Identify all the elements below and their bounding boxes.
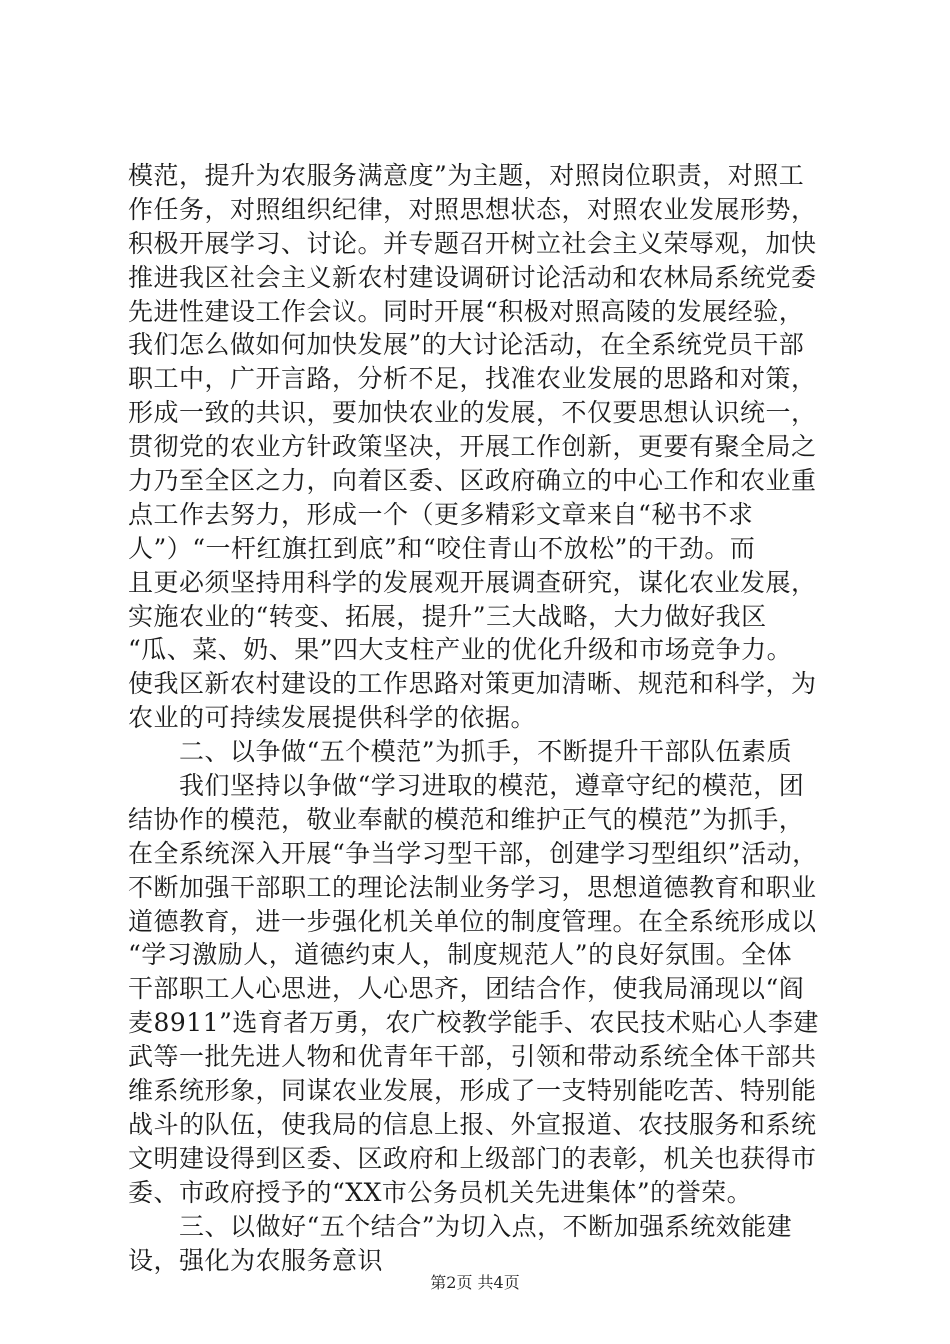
section-heading: 三、以做好“五个结合”为切入点，不断加强系统效能建 <box>128 1211 793 1241</box>
text-line: 职工中，广开言路，分析不足，找准农业发展的思路和对策， <box>128 364 817 394</box>
text-line: 维系统形象，同谋农业发展，形成了一支特别能吃苦、特别能 <box>128 1076 817 1106</box>
text-line: 文明建设得到区委、区政府和上级部门的表彰，机关也获得市 <box>128 1143 817 1173</box>
text-line: 模范，提升为农服务满意度”为主题，对照岗位职责，对照工 <box>128 161 805 190</box>
text-line: “瓜、菜、奶、果”四大支柱产业的优化升级和市场竞争力。 <box>128 635 793 665</box>
text-line: 武等一批先进人物和优青年干部，引领和带动系统全体干部共 <box>128 1042 817 1072</box>
text-line: 作任务，对照组织纪律，对照思想状态，对照农业发展形势， <box>128 194 817 224</box>
text-line: 在全系统深入开展“争当学习型干部，创建学习型组织”活动， <box>128 838 818 868</box>
text-line: 使我区新农村建设的工作思路对策更加清晰、规范和科学，为 <box>128 669 817 699</box>
text-line: 麦8911”选育者万勇，农广校教学能手、农民技术贴心人李建 <box>128 1008 819 1038</box>
text-line: 我们怎么做如何加快发展”的大讨论活动，在全系统党员干部 <box>128 330 805 360</box>
text-line: 先进性建设工作会议。同时开展“积极对照高陵的发展经验， <box>128 296 805 326</box>
page-footer: 第2页 共4页 <box>430 1273 520 1292</box>
text-line: 农业的可持续发展提供科学的依据。 <box>128 703 537 733</box>
document-body <box>128 159 848 1277</box>
text-line: 不断加强干部职工的理论法制业务学习，思想道德教育和职业 <box>128 872 817 902</box>
text-line: “学习激励人，道德约束人，制度规范人”的良好氛围。全体 <box>128 940 793 970</box>
text-line: 推进我区社会主义新农村建设调研讨论活动和农林局系统党委 <box>128 262 817 292</box>
text-line: 且更必须坚持用科学的发展观开展调查研究，谋化农业发展， <box>128 567 817 597</box>
text-line: 形成一致的共识，要加快农业的发展，不仅要思想认识统一， <box>128 398 817 428</box>
text-line: 点工作去努力，形成一个（更多精彩文章来自“秘书不求 <box>128 499 754 529</box>
text-line: 我们坚持以争做“学习进取的模范，遵章守纪的模范，团 <box>128 771 805 801</box>
text-line: 实施农业的“转变、拓展，提升”三大战略，大力做好我区 <box>128 601 767 631</box>
text-line: 战斗的队伍，使我局的信息上报、外宣报道、农技服务和系统 <box>128 1109 817 1139</box>
text-line: 结协作的模范，敬业奉献的模范和维护正气的模范”为抓手， <box>128 804 805 834</box>
text-line: 积极开展学习、讨论。并专题召开树立社会主义荣辱观，加快 <box>128 228 817 258</box>
text-line: 道德教育，进一步强化机关单位的制度管理。在全系统形成以 <box>128 906 817 936</box>
text-line: 力乃至全区之力，向着区委、区政府确立的中心工作和农业重 <box>128 466 817 496</box>
text-line: 委、市政府授予的“XX市公务员机关先进集体”的誉荣。 <box>128 1177 753 1207</box>
text-line: 设，强化为农服务意识 <box>128 1245 384 1275</box>
text-line: 人”）“一杆红旗扛到底”和“咬住青山不放松”的干劲。而 <box>128 533 756 563</box>
section-heading: 二、以争做“五个模范”为抓手，不断提升干部队伍素质 <box>128 737 793 767</box>
text-line: 贯彻党的农业方针政策坚决，开展工作创新，更要有聚全局之 <box>128 432 817 462</box>
text-line: 干部职工人心思进，人心思齐，团结合作，使我局涌现以“阎 <box>128 974 805 1004</box>
